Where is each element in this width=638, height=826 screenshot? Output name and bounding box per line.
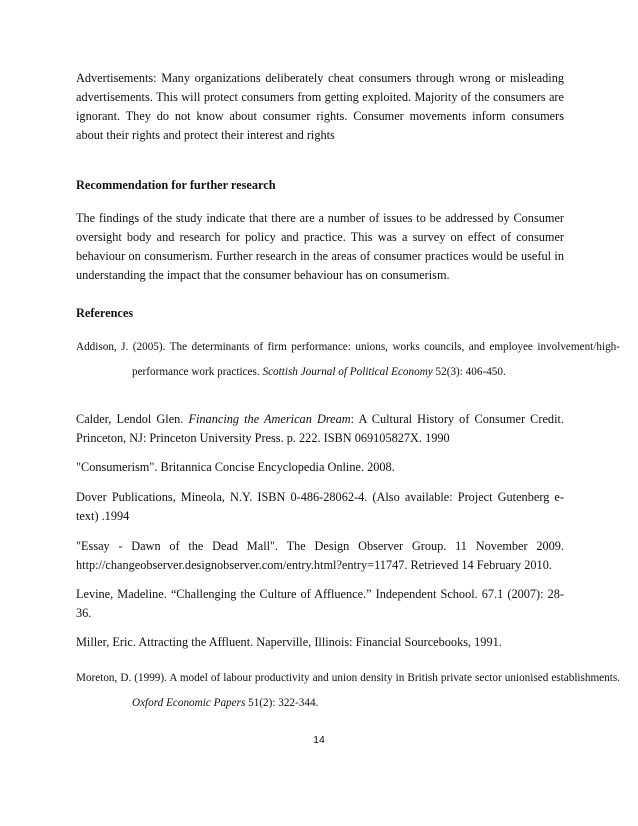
recommendation-body: The findings of the study indicate that there are a number of issues to be addressed by Consumer oversight body and research for policy and practice. This was a survey on effect of consumer behaviour on consumerism. Further research in the areas of consumer practices would be useful in understanding the impact that the consumer behaviour has on consumerism. — [76, 211, 564, 282]
reference-text: Levine, Madeline. “Challenging the Culture of Affluence.” Independent School. 67.1 (2007): 28-36. — [76, 587, 564, 620]
reference-item — [76, 585, 564, 623]
reference-text: Moreton, D. (1999). A model of labour productivity and union density in British private sector unionised establishments. — [76, 672, 620, 684]
intro-paragraph: Advertisements: Many organizations deliberately cheat consumers through wrong or misleading advertisements. This will protect consumers from getting exploited. Majority of the consumers are ignorant. They do not know about consumer rights. Consumer movements inform consumers about their rights and protect their interest and rights — [76, 71, 564, 142]
reference-text: : A Cultural History of Consumer Credit. Princeton, NJ: Princeton University Press. p. 222. ISBN 069105827X. 1990 — [76, 412, 564, 445]
reference-text: 52(3): 406-450. — [432, 366, 506, 378]
reference-text: "Essay - Dawn of the Dead Mall". The Design Observer Group. 11 November 2009. http://changeobserver.designobserver.com/entry.html?entry=11747. Retrieved 14 February 2010. — [76, 539, 564, 572]
reference-item — [76, 537, 564, 575]
reference-journal: Oxford Economic Papers — [132, 697, 246, 709]
reference-item — [76, 458, 564, 477]
reference-title: Financing the American Dream — [188, 412, 351, 426]
reference-text: Miller, Eric. Attracting the Affluent. Naperville, Illinois: Financial Sourcebooks, 1991. — [76, 635, 502, 649]
reference-item — [76, 410, 564, 448]
reference-text: "Consumerism". Britannica Concise Encyclopedia Online. 2008. — [76, 460, 395, 474]
reference-journal: Scottish Journal of Political Economy — [262, 366, 433, 378]
reference-text: Addison, J. (2005). The determinants of firm performance: unions, works councils, and employee involvement/high-performance work practices. — [76, 341, 620, 378]
reference-text: Calder, Lendol Glen. — [76, 412, 189, 426]
reference-item — [76, 335, 620, 385]
reference-item — [76, 488, 564, 526]
recommendation-heading: Recommendation for further research — [76, 178, 276, 192]
reference-text: Dover Publications, Mineola, N.Y. ISBN 0-486-28062-4. (Also available: Project Gutenberg e-text) .1994 — [76, 490, 564, 523]
page-number: 14 — [313, 734, 325, 746]
reference-item — [76, 666, 620, 716]
reference-item — [76, 633, 564, 652]
references-heading: References — [76, 306, 134, 320]
reference-text: 51(2): 322-344. — [245, 697, 319, 709]
